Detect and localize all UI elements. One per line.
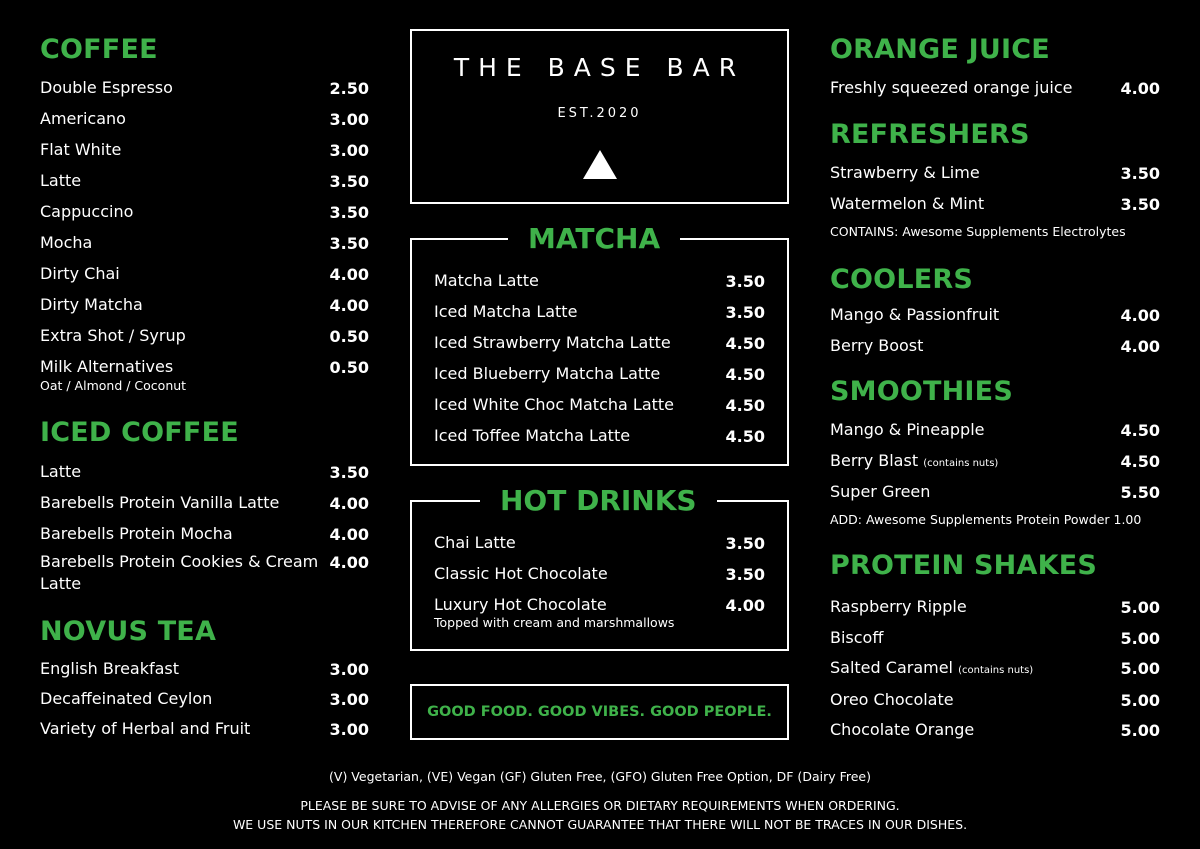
menu-item-name: Mango & Pineapple [830, 420, 985, 439]
menu-item-name: Iced Blueberry Matcha Latte [434, 364, 661, 383]
menu-item-name: Iced White Choc Matcha Latte [434, 395, 675, 414]
menu-item-price: 4.50 [725, 427, 765, 446]
menu-item-name [830, 658, 1033, 677]
protein-shakes-title: PROTEIN SHAKES [830, 550, 1097, 581]
menu-item-price: 3.00 [329, 141, 369, 160]
menu-item-price: 4.00 [1120, 306, 1160, 325]
menu-item-price: 3.00 [329, 690, 369, 709]
menu-item-name: Iced Strawberry Matcha Latte [434, 333, 671, 352]
menu-item-price: 5.00 [1120, 721, 1160, 740]
menu-item-price: 3.50 [329, 234, 369, 253]
menu-item-name-line2: Latte [40, 574, 82, 593]
smoothies-note: ADD: Awesome Supplements Protein Powder 1.00 [830, 512, 1142, 527]
menu-item-name: Milk Alternatives [40, 357, 174, 376]
milk-alternatives-note: Oat / Almond / Coconut [40, 378, 187, 393]
menu-item-name [830, 451, 998, 470]
menu-item-price: 3.00 [329, 110, 369, 129]
menu-item-name: Dirty Chai [40, 264, 120, 283]
menu-item-name: English Breakfast [40, 659, 180, 678]
menu-item-name: Freshly squeezed orange juice [830, 78, 1073, 97]
menu-item-price: 4.00 [329, 265, 369, 284]
menu-item-price: 4.50 [725, 334, 765, 353]
menu-item-price: 3.50 [1120, 195, 1160, 214]
menu-item-name: Barebells Protein Mocha [40, 524, 233, 543]
refreshers-note: CONTAINS: Awesome Supplements Electrolytes [830, 224, 1126, 239]
menu-item-name: Flat White [40, 140, 122, 159]
menu-item-label: Berry Blast [830, 451, 919, 470]
menu-item-name: Decaffeinated Ceylon [40, 689, 213, 708]
menu-item-price: 4.50 [725, 396, 765, 415]
menu-item-name: Americano [40, 109, 126, 128]
menu-item-price: 5.00 [1120, 659, 1160, 678]
menu-item-price: 2.50 [329, 79, 369, 98]
menu-item-price: 3.50 [725, 565, 765, 584]
triangle-logo-icon [583, 150, 617, 179]
menu-item-name: Mocha [40, 233, 93, 252]
menu-item-price: 5.50 [1120, 483, 1160, 502]
dietary-key: (V) Vegetarian, (VE) Vegan (GF) Gluten Free, (GFO) Gluten Free Option, DF (Dairy Free) [329, 769, 871, 784]
menu-item-label: Salted Caramel [830, 658, 953, 677]
nuts-notice: WE USE NUTS IN OUR KITCHEN THEREFORE CANNOT GUARANTEE THAT THERE WILL NOT BE TRACES IN OUR DISHES. [232, 817, 968, 832]
menu-item-price: 3.50 [725, 303, 765, 322]
menu-item-name: Watermelon & Mint [830, 194, 985, 213]
menu-item-name: Raspberry Ripple [830, 597, 967, 616]
menu-item-name: Oreo Chocolate [830, 690, 954, 709]
refreshers-title: REFRESHERS [830, 119, 1030, 150]
novus-tea-title: NOVUS TEA [40, 616, 217, 647]
menu-item-name: Super Green [830, 482, 931, 501]
menu-item-price: 4.00 [329, 553, 369, 572]
menu-item-price: 3.50 [725, 534, 765, 553]
menu-item-name: Barebells Protein Cookies & Cream [40, 552, 319, 571]
menu-item-price: 5.00 [1120, 691, 1160, 710]
menu-item-name: Biscoff [830, 628, 884, 647]
menu-item-name: Chai Latte [434, 533, 516, 552]
menu-item-price: 3.50 [329, 463, 369, 482]
matcha-title: MATCHA [508, 222, 680, 255]
menu-item-price: 3.50 [725, 272, 765, 291]
menu-item-price: 5.00 [1120, 629, 1160, 648]
menu-item-price: 4.50 [1120, 452, 1160, 471]
iced-coffee-title: ICED COFFEE [40, 417, 239, 448]
smoothies-title: SMOOTHIES [830, 376, 1013, 407]
brand-established: EST.2020 [557, 106, 642, 121]
menu-item-price: 4.00 [725, 596, 765, 615]
menu-item-name: Extra Shot / Syrup [40, 326, 186, 345]
menu-item-name: Dirty Matcha [40, 295, 143, 314]
menu-item-price: 3.00 [329, 720, 369, 739]
menu-item-price: 0.50 [329, 358, 369, 377]
menu-item-price: 3.50 [1120, 164, 1160, 183]
menu-item-price: 4.00 [1120, 337, 1160, 356]
hot-drinks-title: HOT DRINKS [480, 484, 717, 517]
menu-item-name: Classic Hot Chocolate [434, 564, 608, 583]
menu-item-name: Berry Boost [830, 336, 924, 355]
menu-item-name: Chocolate Orange [830, 720, 975, 739]
menu-item-name: Iced Matcha Latte [434, 302, 578, 321]
menu-item-name: Variety of Herbal and Fruit [40, 719, 251, 738]
menu-item-name: Strawberry & Lime [830, 163, 980, 182]
brand-box [410, 29, 789, 204]
menu-item-price: 3.00 [329, 660, 369, 679]
menu-item-name: Barebells Protein Vanilla Latte [40, 493, 280, 512]
menu-item-price: 4.00 [1120, 79, 1160, 98]
luxury-hot-chocolate-note: Topped with cream and marshmallows [434, 615, 675, 630]
menu-item-price: 3.50 [329, 172, 369, 191]
menu-item-name: Luxury Hot Chocolate [434, 595, 607, 614]
allergen-tag: (contains nuts) [958, 665, 1034, 676]
coffee-title: COFFEE [40, 34, 158, 65]
menu-item-price: 4.50 [725, 365, 765, 384]
coolers-title: COOLERS [830, 264, 974, 295]
menu-item-price: 4.00 [329, 494, 369, 513]
brand-name: THE BASE BAR [453, 53, 746, 82]
menu-item-name: Mango & Passionfruit [830, 305, 1000, 324]
menu-item-name: Cappuccino [40, 202, 134, 221]
allergy-notice: PLEASE BE SURE TO ADVISE OF ANY ALLERGIES OR DIETARY REQUIREMENTS WHEN ORDERING. [300, 798, 900, 813]
menu-item-price: 4.00 [329, 525, 369, 544]
orange-juice-title: ORANGE JUICE [830, 34, 1050, 65]
slogan-box [410, 684, 789, 740]
menu-item-name: Matcha Latte [434, 271, 539, 290]
menu-item-name: Latte [40, 462, 82, 481]
menu-item-name: Iced Toffee Matcha Latte [434, 426, 631, 445]
menu-item-price: 4.00 [329, 296, 369, 315]
menu-item-price: 5.00 [1120, 598, 1160, 617]
menu-item-price: 4.50 [1120, 421, 1160, 440]
menu-item-name: Latte [40, 171, 82, 190]
menu-item-name: Double Espresso [40, 78, 173, 97]
slogan: GOOD FOOD. GOOD VIBES. GOOD PEOPLE. [427, 704, 772, 720]
menu-item-price: 3.50 [329, 203, 369, 222]
menu-item-price: 0.50 [329, 327, 369, 346]
allergen-tag: (contains nuts) [923, 458, 999, 469]
